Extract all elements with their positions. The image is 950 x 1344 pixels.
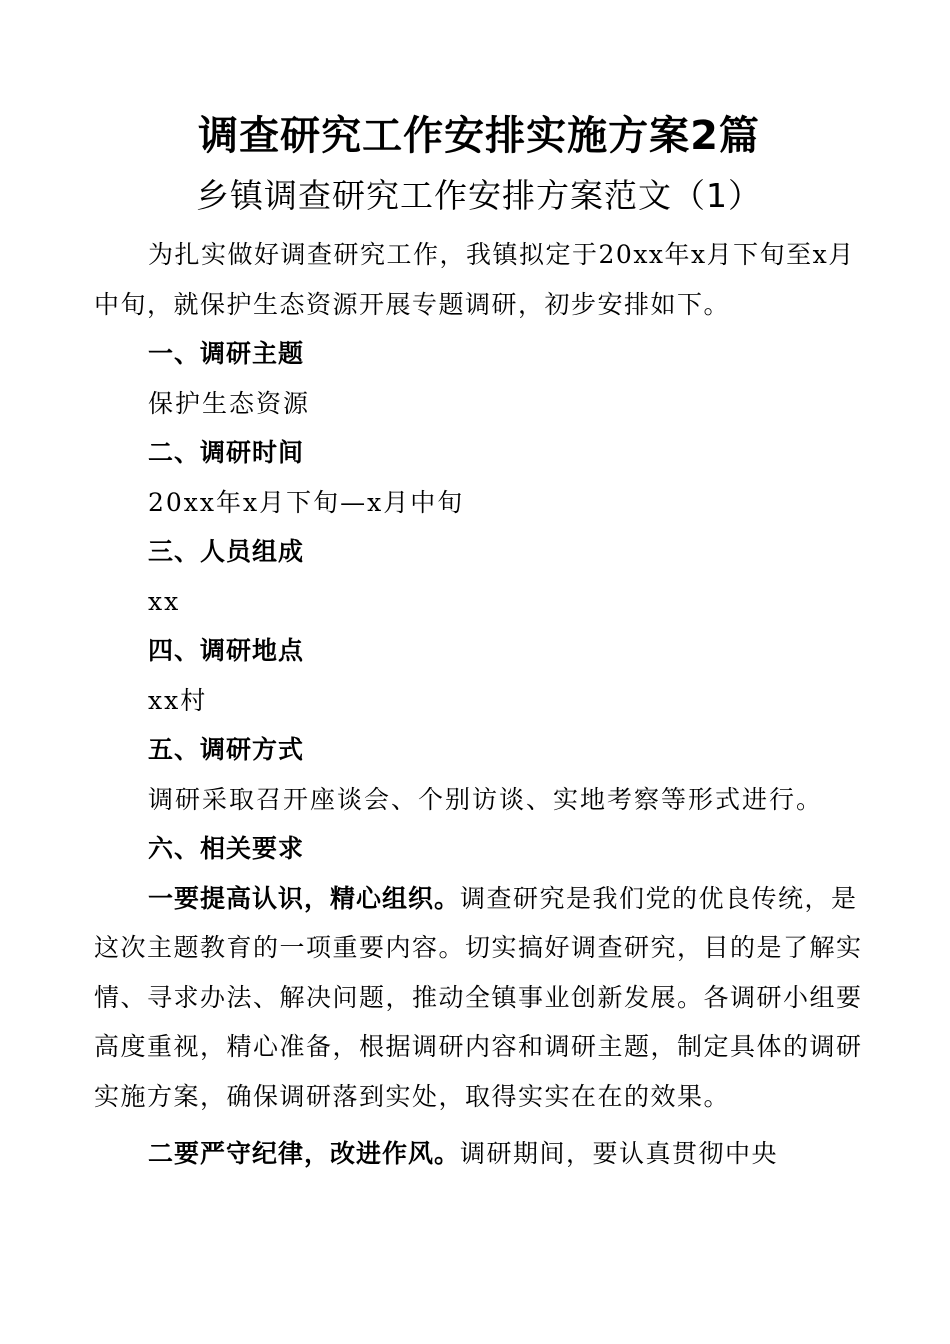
section-content-time: 20xx年x月下旬—x月中旬 [148, 487, 465, 517]
document-title: 调查研究工作安排实施方案2篇 [198, 113, 760, 159]
section-heading-method: 五、调研方式 [148, 735, 305, 764]
requirement-lead-1: 一要提高认识，精心组织。 [148, 883, 461, 913]
section-heading-topic: 一、调研主题 [148, 339, 305, 368]
section-heading-members: 三、人员组成 [148, 537, 305, 566]
requirement-paragraph-2 [94, 1129, 864, 1179]
section-content-location: xx村 [148, 685, 208, 715]
requirement-paragraph-1 [94, 874, 864, 1122]
document-subtitle: 乡镇调查研究工作安排方案范文（1） [196, 176, 762, 215]
section-heading-time: 二、调研时间 [148, 438, 305, 467]
section-heading-location: 四、调研地点 [148, 636, 305, 665]
document-page [94, 108, 864, 1179]
requirement-text-2: 调研期间，要认真贯彻中央 [460, 1139, 779, 1168]
intro-paragraph: 为扎实做好调查研究工作，我镇拟定于20xx年x月下旬至x月中旬，就保护生态资源开展专题调研，初步安排如下。 [94, 240, 855, 319]
requirement-lead-2: 二要严守纪律，改进作风。 [148, 1139, 461, 1168]
section-heading-requirements: 六、相关要求 [148, 834, 305, 863]
section-content-topic: 保护生态资源 [148, 388, 311, 418]
section-content-method: 调研采取召开座谈会、个别访谈、实地考察等形式进行。 [148, 784, 824, 814]
section-content-members: xx [148, 586, 181, 616]
requirement-text-1: 调查研究是我们党的优良传统，是这次主题教育的一项重要内容。切实搞好调查研究，目的是了解实情、寻求办法、解决问题，推动全镇事业创新发展。各调研小组要高度重视，精心准备，根据调研内容和调研主题，制定具体的调研实施方案，确保调研落到实处，取得实实在在的效果。 [94, 883, 863, 1111]
